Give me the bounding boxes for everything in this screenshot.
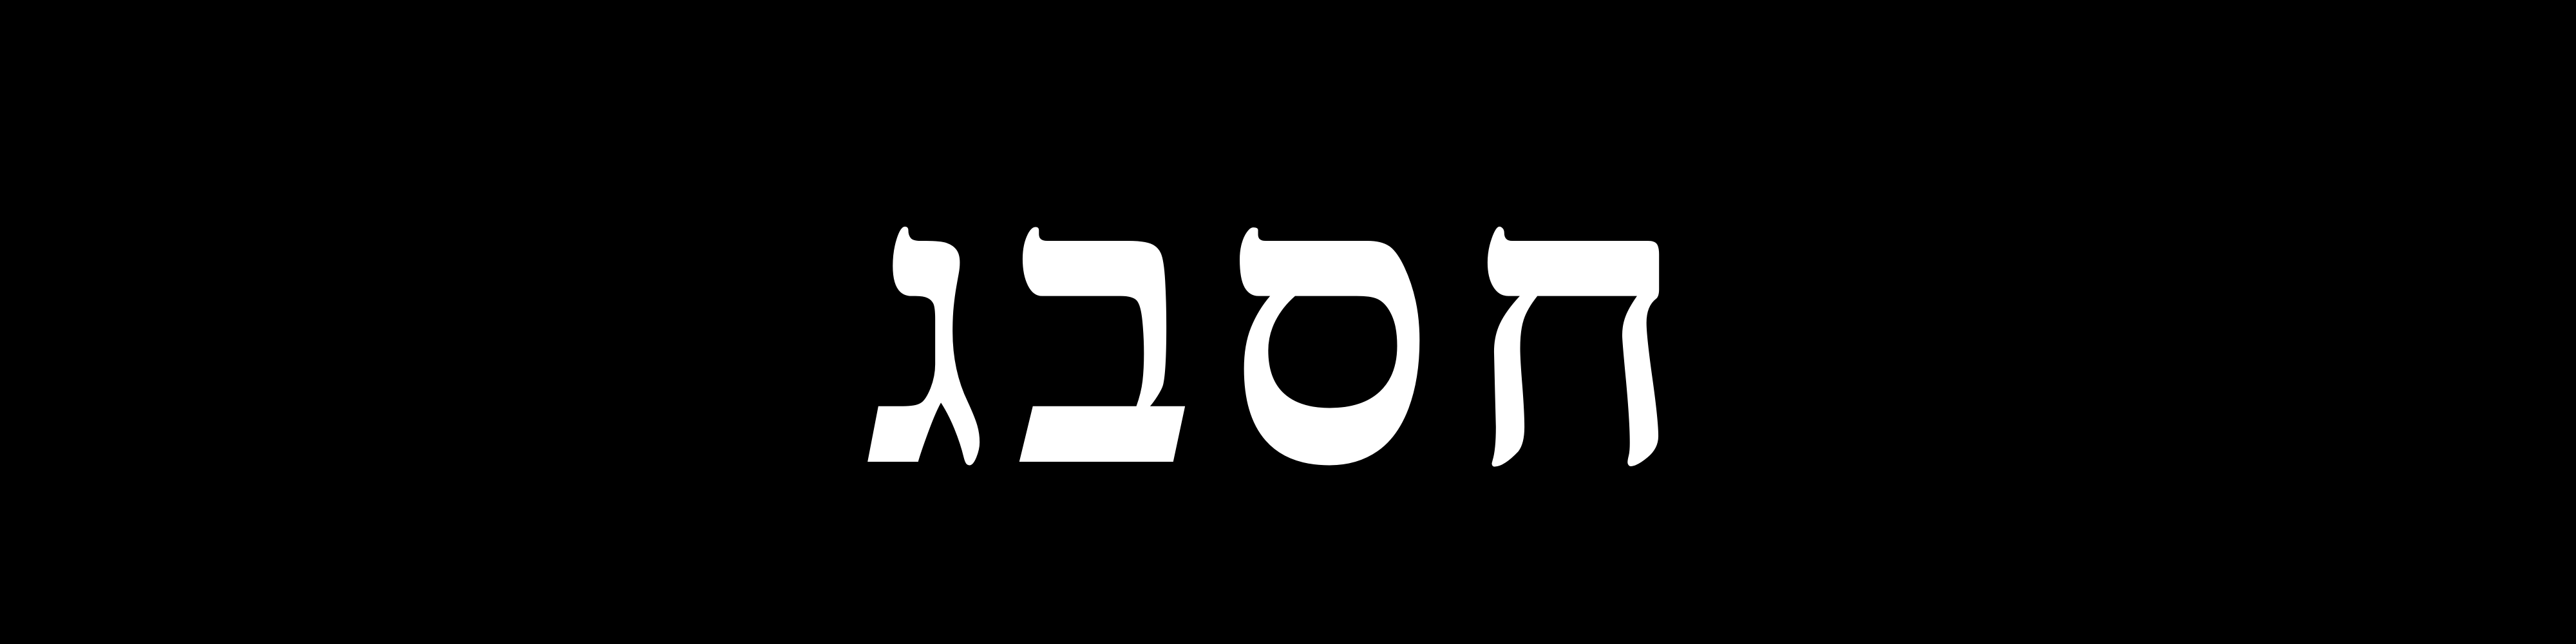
hebrew-word: חסבג — [865, 88, 1711, 556]
